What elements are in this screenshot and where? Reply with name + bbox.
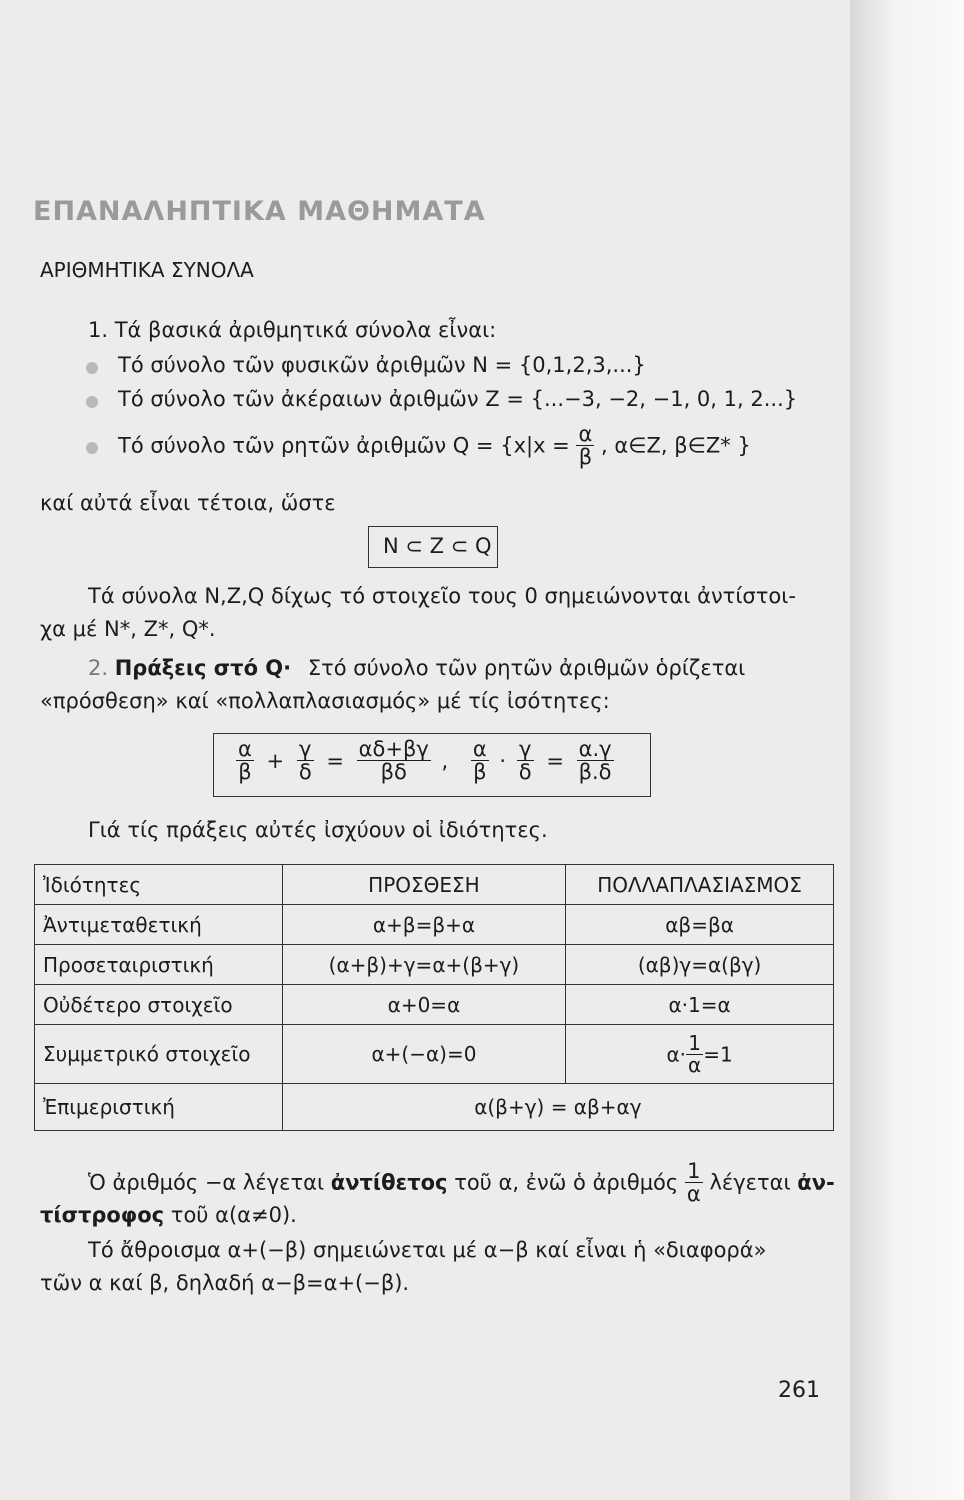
fraction-numerator: αδ+βγ	[358, 737, 429, 761]
table-cell: α+(−α)=0	[282, 1025, 565, 1084]
table-cell: (αβ)γ=α(βγ)	[566, 945, 834, 985]
comma: ,	[441, 748, 449, 773]
table-cell-sym-mult	[566, 1025, 834, 1084]
rationals-suffix: , α∈Z, β∈Z* }	[601, 433, 751, 458]
fraction-g-d	[297, 738, 314, 783]
rationals-line	[118, 423, 751, 468]
table-header-row	[35, 865, 834, 905]
difference-line-1: Τό ἄθροισμα α+(−β) σημειώνεται μέ α−β καί εἶναι ἡ «διαφορά»	[88, 1238, 767, 1262]
table-cell: αβ=βα	[566, 905, 834, 945]
table-cell: Ἀντιμεταθετική	[35, 905, 283, 945]
header-cell: ΠΡΟΣΘΕΣΗ	[282, 865, 565, 905]
fraction-numerator: α	[472, 737, 487, 761]
fraction-numerator: γ	[299, 737, 312, 761]
term-opposite: ἀντίθετος	[330, 1170, 448, 1195]
page-number: 261	[778, 1378, 820, 1403]
sym-mult-prefix: α·	[666, 1042, 687, 1066]
s2-heading-line	[88, 656, 745, 680]
text: Ὁ ἀριθμός −α λέγεται	[88, 1170, 325, 1195]
fraction-denominator: β	[576, 445, 594, 468]
fraction-numerator: α	[578, 422, 593, 446]
term-reciprocal: τίστροφος	[40, 1203, 165, 1227]
properties-table	[34, 864, 834, 1131]
fraction-denominator: β	[236, 760, 254, 783]
integers-line: Τό σύνολο τῶν ἀκέραιων ἀριθμῶν Z = {...−3, −2, −1, 0, 1, 2...}	[118, 387, 798, 411]
opposite-line	[88, 1160, 835, 1205]
formula-box	[213, 733, 651, 797]
plus-sign: +	[266, 748, 285, 773]
page-edge	[850, 0, 964, 1500]
header-cell: Ἰδιότητες	[35, 865, 283, 905]
rationals-fraction	[576, 423, 594, 468]
table-row	[35, 945, 834, 985]
s2-heading: Πράξεις στό Q·	[114, 656, 292, 680]
fraction-product	[577, 738, 614, 783]
fraction-denominator: β	[471, 760, 489, 783]
s1-heading: 1. Τά βασικά ἀριθμητικά σύνολα εἶναι:	[88, 318, 497, 342]
inclusion-text: N ⊂ Z ⊂ Q	[383, 534, 492, 558]
equals-sign: =	[326, 748, 344, 773]
text: τοῦ α, ἐνῶ ὁ ἀριθμός	[454, 1170, 679, 1195]
such-that-line: καί αὐτά εἶναι τέτοια, ὥστε	[40, 491, 336, 515]
table-cell: Ἐπιμεριστική	[35, 1084, 283, 1131]
table-cell: (α+β)+γ=α+(β+γ)	[282, 945, 565, 985]
text: τοῦ α(α≠0).	[170, 1203, 297, 1227]
fraction-denominator: α	[688, 1052, 702, 1077]
reciprocal-line	[40, 1203, 297, 1227]
table-cell: Συμμετρικό στοιχεῖο	[35, 1025, 283, 1084]
nonzero-line-2: χα μέ N*, Z*, Q*.	[40, 617, 216, 641]
fraction-numerator: α.γ	[578, 737, 612, 761]
fraction-numerator: γ	[518, 737, 532, 761]
inclusion-box	[368, 526, 498, 568]
fraction-denominator: δ	[518, 760, 532, 785]
naturals-line: Τό σύνολο τῶν φυσικῶν ἀριθμῶν N = {0,1,2,3,...}	[118, 353, 646, 377]
fraction-g-d-2	[517, 738, 534, 783]
rationals-prefix: Τό σύνολο τῶν ρητῶν ἀριθμῶν Q = {x|x =	[118, 433, 570, 458]
term-reciprocal-start: ἀν-	[797, 1170, 835, 1195]
fraction-denominator: α	[686, 1182, 701, 1207]
table-cell: α+β=β+α	[282, 905, 565, 945]
sym-mult-suffix: =1	[703, 1042, 733, 1066]
s2-number: 2.	[88, 656, 109, 680]
table-row	[35, 1084, 834, 1131]
dot-sign: ·	[499, 748, 507, 773]
section-title: ΑΡΙΘΜΗΤΙΚΑ ΣΥΝΟΛΑ	[40, 258, 254, 282]
table-cell: α+0=α	[282, 985, 565, 1025]
bullet-icon	[86, 396, 98, 408]
fraction-a-b	[236, 738, 254, 783]
s2-text-2: «πρόσθεση» καί «πολλαπλασιασμός» μέ τίς ἰσότητες:	[40, 689, 610, 713]
nonzero-line-1: Τά σύνολα N,Z,Q δίχως τό στοιχεῖο τους 0 σημειώνονται ἀντίστοι-	[88, 584, 796, 608]
text: λέγεται	[709, 1170, 791, 1195]
table-cell: α·1=α	[566, 985, 834, 1025]
equals-sign: =	[546, 748, 564, 773]
fraction-denominator: β.δ	[577, 760, 614, 783]
fraction-sum	[357, 738, 431, 783]
formula-row	[236, 738, 614, 783]
header-cell: ΠΟΛΛΑΠΛΑΣΙΑΣΜΟΣ	[566, 865, 834, 905]
table-row	[35, 1025, 834, 1084]
fraction-a-b-2	[471, 738, 489, 783]
bullet-icon	[86, 362, 98, 374]
bullet-icon	[86, 442, 98, 454]
props-intro: Γιά τίς πράξεις αὐτές ἰσχύουν οἱ ἰδιότητες.	[88, 818, 548, 842]
chapter-title: ΕΠΑΝΑΛΗΠΤΙΚΑ ΜΑΘΗΜΑΤΑ	[33, 196, 486, 227]
table-cell: Προσεταιριστική	[35, 945, 283, 985]
difference-line-2: τῶν α καί β, δηλαδή α−β=α+(−β).	[40, 1271, 410, 1295]
fraction-numerator: 1	[687, 1159, 701, 1183]
s2-text-1: Στό σύνολο τῶν ρητῶν ἀριθμῶν ὁρίζεται	[307, 656, 746, 680]
fraction-denominator: βδ	[357, 760, 431, 783]
table-cell: Οὐδέτερο στοιχεῖο	[35, 985, 283, 1025]
fraction-denominator: δ	[298, 760, 312, 785]
fraction-numerator: 1	[688, 1030, 701, 1055]
reciprocal-fraction	[685, 1160, 703, 1205]
table-row	[35, 985, 834, 1025]
sym-mult-fraction	[686, 1030, 703, 1077]
table-row	[35, 905, 834, 945]
table-cell: α(β+γ) = αβ+αγ	[282, 1084, 833, 1131]
fraction-numerator: α	[238, 737, 252, 761]
